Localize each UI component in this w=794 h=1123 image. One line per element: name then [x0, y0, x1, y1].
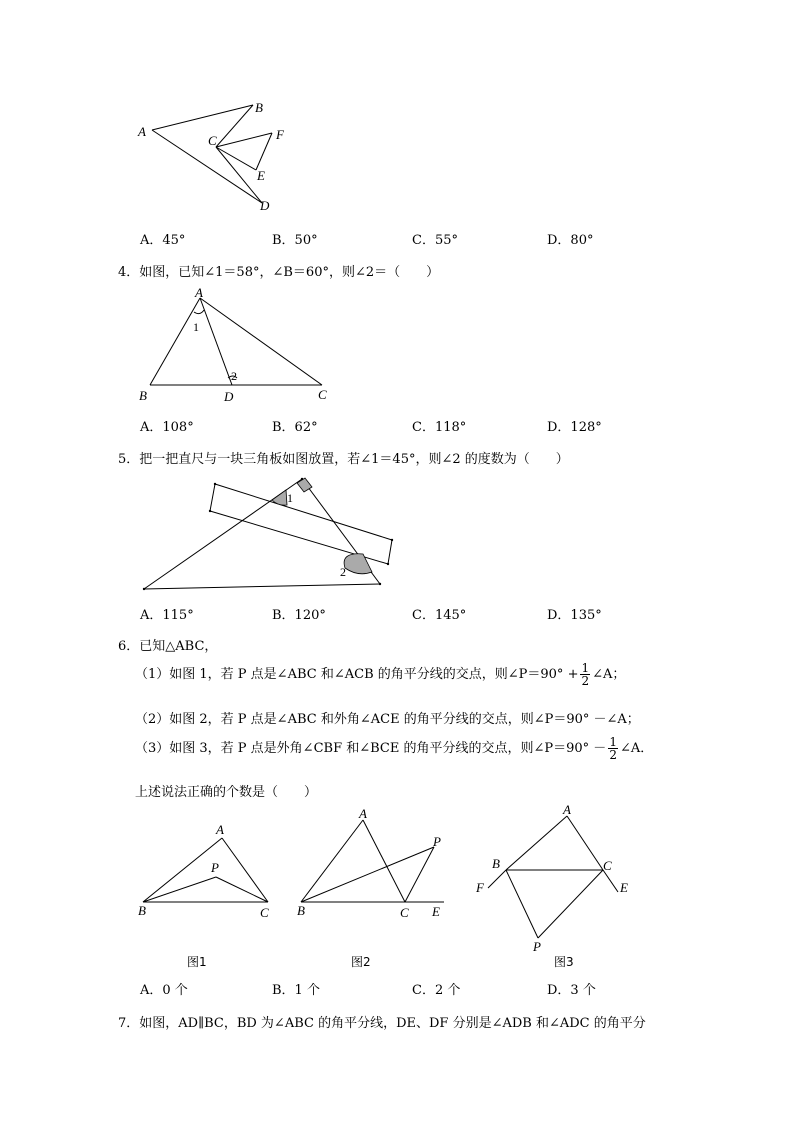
- q6-fig2-label-E: E: [432, 904, 440, 919]
- q3-option-b: B．50°: [272, 233, 318, 248]
- q6-s3-numerator: 1: [609, 735, 617, 749]
- q4-option-b: B．62°: [272, 420, 318, 435]
- q4-label-A: A: [195, 285, 203, 300]
- q6-s3-denominator: 2: [609, 748, 617, 762]
- q6-s1-tail: ∠A；: [592, 667, 626, 682]
- q6-s3-text: （3）如图 3，若 P 点是外角∠CBF 和∠BCE 的角平分线的交点，则∠P＝90° －: [135, 741, 607, 756]
- q3-option-a: A．45°: [140, 233, 186, 248]
- q6-fig3-caption: 图3: [554, 955, 574, 969]
- q3-label-F: F: [276, 127, 284, 142]
- q6-s3-tail: ∠A．: [619, 741, 654, 756]
- q6-option-c: C．2 个: [412, 983, 461, 998]
- q6-option-b: B．1 个: [272, 983, 320, 998]
- q6-fig3-label-F: F: [476, 880, 484, 895]
- q5-option-b: B．120°: [272, 608, 326, 623]
- q3-label-A: A: [138, 124, 146, 139]
- q3-figure: [130, 95, 300, 220]
- q6-fig2-label-P: P: [433, 834, 441, 849]
- q4-label-D: D: [224, 389, 234, 404]
- q6-fig2-label-B: B: [297, 903, 305, 918]
- q3-label-B: B: [255, 100, 263, 115]
- q6-stem: 6．已知△ABC，: [118, 639, 218, 654]
- q4-option-c: C．118°: [412, 420, 467, 435]
- q4-label-C: C: [318, 387, 327, 402]
- q6-fig1-label-P: P: [211, 860, 219, 875]
- q3-option-d: D．80°: [547, 233, 594, 248]
- q6-fig1-label-C: C: [260, 905, 269, 920]
- q6-fig3-label-E: E: [620, 880, 628, 895]
- q4-option-a: A．108°: [140, 420, 194, 435]
- q6-s1-text: （1）如图 1，若 P 点是∠ABC 和∠ACB 的角平分线的交点，则∠P＝90° +: [135, 667, 579, 682]
- q6-figure-2: [298, 815, 448, 905]
- q6-statement-1: [135, 662, 625, 687]
- q5-stem: 5．把一把直尺与一块三角板如图放置，若∠1＝45°，则∠2 的度数为（ ）: [118, 452, 569, 467]
- q6-fig2-caption: 图2: [351, 955, 371, 969]
- q6-fig1-label-B: B: [138, 903, 146, 918]
- q3-label-E: E: [257, 168, 265, 183]
- q4-angle-1: 1: [193, 320, 199, 334]
- q6-statement-2: （2）如图 2，若 P 点是∠ABC 和外角∠ACE 的角平分线的交点，则∠P＝90° －∠A；: [135, 712, 640, 727]
- q6-s1-numerator: 1: [581, 661, 590, 675]
- q6-fig3-label-C: C: [603, 858, 612, 873]
- q6-s1-denominator: 2: [581, 674, 590, 688]
- q6-fig2-label-A: A: [359, 806, 367, 821]
- q5-option-c: C．145°: [412, 608, 467, 623]
- q6-fig3-label-P: P: [533, 939, 541, 954]
- q6-question: 上述说法正确的个数是（ ）: [135, 785, 318, 800]
- q6-option-a: A．0 个: [140, 983, 188, 998]
- q6-fig2-label-C: C: [400, 905, 409, 920]
- q5-option-d: D．135°: [547, 608, 602, 623]
- q6-figure-3: [478, 810, 628, 950]
- q6-fig1-caption: 图1: [187, 955, 207, 969]
- q3-label-C: C: [208, 133, 217, 148]
- q4-figure: [140, 288, 340, 388]
- q3-option-c: C．55°: [412, 233, 458, 248]
- q6-option-d: D．3 个: [547, 983, 596, 998]
- q6-fig3-label-A: A: [563, 802, 571, 817]
- q6-s1-fraction: [580, 662, 590, 687]
- q5-figure: [140, 474, 400, 594]
- q5-angle-2: 2: [340, 565, 346, 579]
- q4-stem: 4．如图，已知∠1＝58°，∠B＝60°，则∠2＝（ ）: [118, 265, 440, 280]
- q4-angle-2: 2: [231, 369, 237, 383]
- q6-fig1-label-A: A: [216, 822, 224, 837]
- q7-stem: 7．如图，AD∥BC，BD 为∠ABC 的角平分线，DE、DF 分别是∠ADB 和∠ADC 的角平分: [118, 1016, 646, 1031]
- q6-statement-3: [135, 736, 653, 761]
- q6-fig3-label-B: B: [492, 856, 500, 871]
- q3-label-D: D: [260, 198, 270, 213]
- q6-figure-1: [140, 830, 280, 905]
- q6-s3-fraction: [608, 736, 618, 761]
- q5-option-a: A．115°: [140, 608, 194, 623]
- q4-option-d: D．128°: [547, 420, 602, 435]
- q5-angle-1: 1: [287, 491, 293, 505]
- q4-label-B: B: [139, 388, 147, 403]
